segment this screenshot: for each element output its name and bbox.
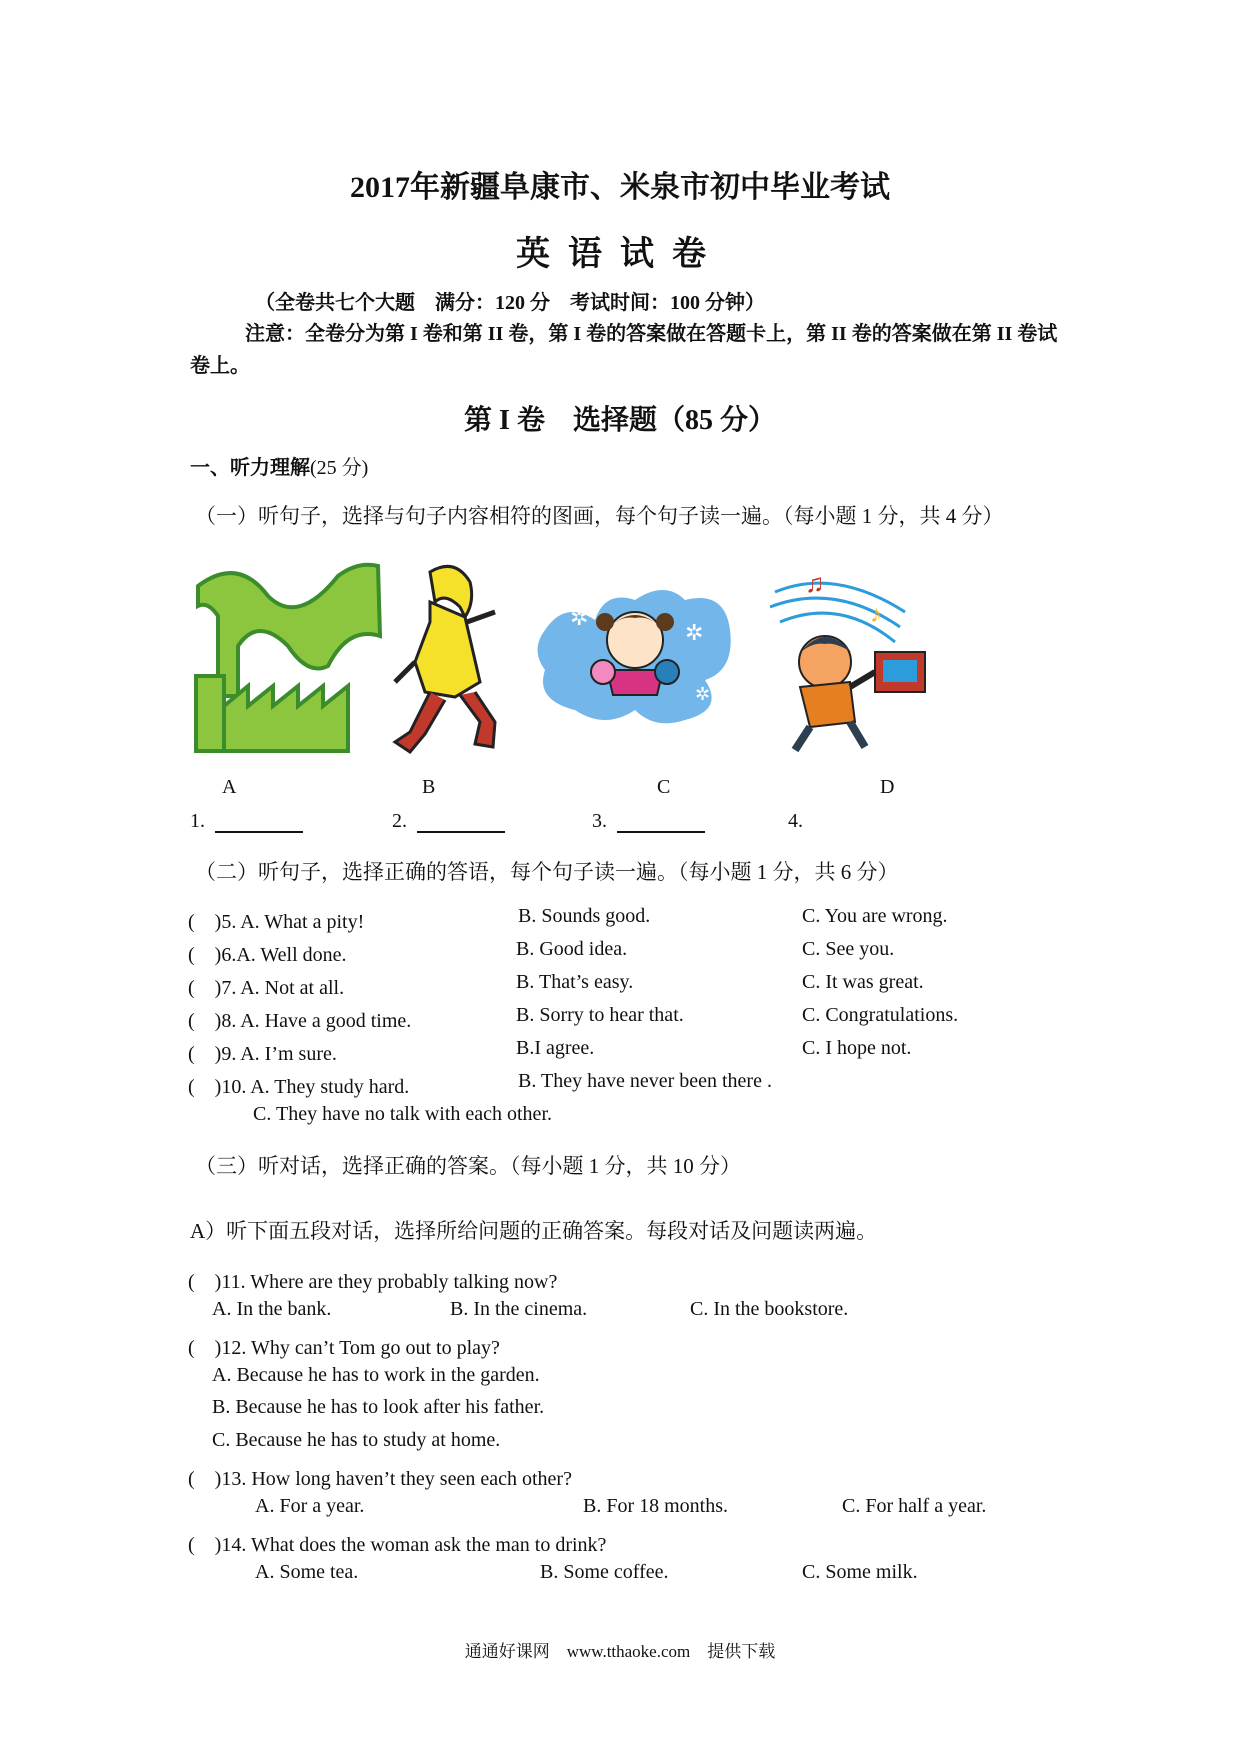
section1-label: 一、听力理解	[190, 457, 310, 479]
question-13-stem: ( )13. How long haven’t they seen each other?	[188, 1468, 572, 1490]
question-9-stem: ( )9. A. I’m sure.	[188, 1043, 337, 1065]
blank-number: 4.	[788, 810, 803, 832]
part1-title: 第 I 卷 选择题（85 分）	[464, 405, 776, 436]
question-12-stem: ( )12. Why can’t Tom go out to play?	[188, 1337, 500, 1359]
question-5-option-b: B. Sounds good.	[518, 905, 651, 927]
page-footer: 通通好课网 www.tthaoke.com 提供下载	[464, 1642, 776, 1661]
question-7-option-b: B. That’s easy.	[516, 971, 634, 993]
question-12-option-c: C. Because he has to study at home.	[212, 1429, 501, 1451]
question-8-option-c: C. Congratulations.	[802, 1004, 959, 1026]
question-7-stem: ( )7. A. Not at all.	[188, 977, 345, 999]
question-11-option-c: C. In the bookstore.	[690, 1298, 849, 1320]
question-14-option-b: B. Some coffee.	[540, 1561, 669, 1583]
svg-text:✲: ✲	[570, 605, 589, 630]
exam-subtitle: 英语试卷	[516, 236, 724, 273]
question-6-option-c: C. See you.	[802, 938, 895, 960]
question-14-option-c: C. Some milk.	[802, 1561, 918, 1583]
sub3-part-a-instruction: A）听下面五段对话，选择所给问题的正确答案。每段对话及问题读两遍。	[190, 1219, 878, 1243]
question-9-option-b: B.I agree.	[516, 1037, 595, 1059]
question-5-stem: ( )5. A. What a pity!	[188, 911, 365, 933]
sub2-title: （二）听句子，选择正确的答语，每个句子读一遍。（每小题 1 分，共 6 分）	[195, 860, 899, 884]
sub1-title: （一）听句子，选择与句子内容相符的图画，每个句子读一遍。（每小题 1 分，共 4 分）	[195, 504, 1004, 528]
question-11-stem: ( )11. Where are they probably talking now?	[188, 1271, 558, 1293]
question-6-stem: ( )6.A. Well done.	[188, 944, 347, 966]
question-13-option-a: A. For a year.	[255, 1495, 365, 1517]
picture-label-b: B	[422, 776, 436, 798]
exam-info: （全卷共七个大题 满分：120 分 考试时间：100 分钟）	[255, 292, 765, 314]
section1-score: (25 分)	[310, 457, 369, 479]
question-8-option-b: B. Sorry to hear that.	[516, 1004, 684, 1026]
snow-girl-picture	[535, 570, 735, 730]
svg-text:✲: ✲	[685, 620, 704, 645]
question-8-stem: ( )8. A. Have a good time.	[188, 1010, 412, 1032]
svg-text:♪: ♪	[870, 602, 882, 628]
svg-text:✲: ✲	[695, 684, 711, 704]
question-10-option-c: C. They have no talk with each other.	[253, 1103, 552, 1125]
blank-number: 1.	[190, 810, 205, 832]
picture-label-d: D	[880, 776, 895, 798]
raincoat-child-picture	[385, 562, 515, 757]
question-9-option-c: C. I hope not.	[802, 1037, 912, 1059]
question-12-option-b: B. Because he has to look after his father.	[212, 1396, 545, 1418]
exam-title: 2017年新疆阜康市、米泉市初中毕业考试	[350, 171, 890, 204]
question-12-option-a: A. Because he has to work in the garden.	[212, 1364, 540, 1386]
answer-blank-2	[392, 810, 505, 833]
question-6-option-b: B. Good idea.	[516, 938, 628, 960]
section1-heading	[190, 451, 368, 480]
question-14-stem: ( )14. What does the woman ask the man to drink?	[188, 1534, 607, 1556]
answer-blank-4	[788, 810, 803, 833]
question-14-option-a: A. Some tea.	[255, 1561, 359, 1583]
blank-number: 3.	[592, 810, 607, 832]
sub3-title: （三）听对话，选择正确的答案。（每小题 1 分，共 10 分）	[195, 1154, 741, 1178]
answer-blank-1	[190, 810, 303, 833]
question-13-option-b: B. For 18 months.	[583, 1495, 729, 1517]
question-11-option-b: B. In the cinema.	[450, 1298, 588, 1320]
picture-label-a: A	[222, 776, 237, 798]
svg-text:♫: ♫	[805, 572, 825, 598]
answer-blank-3	[592, 810, 705, 833]
question-13-option-c: C. For half a year.	[842, 1495, 987, 1517]
question-11-option-a: A. In the bank.	[212, 1298, 332, 1320]
blank-number: 2.	[392, 810, 407, 832]
picture-label-c: C	[657, 776, 671, 798]
question-10-option-b: B. They have never been there .	[518, 1070, 772, 1092]
factory-pollution-picture	[188, 556, 383, 756]
question-5-option-c: C. You are wrong.	[802, 905, 948, 927]
question-7-option-c: C. It was great.	[802, 971, 924, 993]
music-man-picture	[755, 572, 940, 752]
question-10-stem: ( )10. A. They study hard.	[188, 1076, 410, 1098]
exam-notice: 注意：全卷分为第 I 卷和第 II 卷，第 I 卷的答案做在答题卡上，第 II 卷的答案做在第 II 卷试卷上。	[190, 323, 1058, 377]
